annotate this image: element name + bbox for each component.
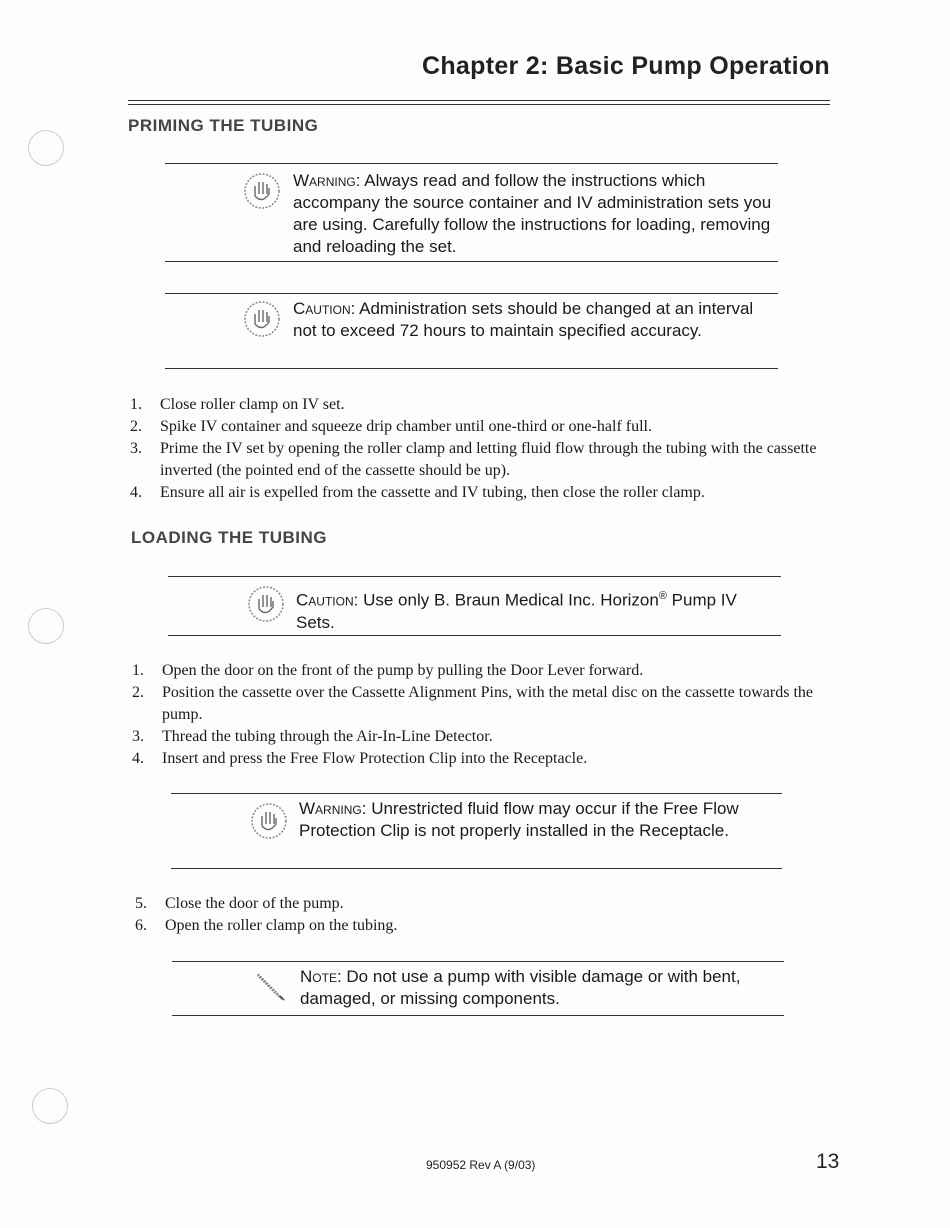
- caution-callout: [165, 293, 778, 369]
- caution-text: Administration sets should be changed at an interval not to exceed 72 hours to maintain specified accuracy.: [293, 299, 754, 340]
- caution-label: Caution:: [296, 590, 359, 610]
- punch-hole: [28, 608, 64, 644]
- priming-steps-list: [130, 394, 830, 504]
- note-label: Note:: [300, 967, 342, 986]
- caution-text: Use only B. Braun Medical Inc. Horizon: [363, 590, 659, 610]
- caution-callout: [168, 576, 781, 636]
- hand-stop-icon: [240, 170, 284, 217]
- punch-hole: [28, 130, 64, 166]
- section-heading-priming: PRIMING THE TUBING: [128, 116, 319, 135]
- warning-text: Always read and follow the instructions which accompany the source container and IV administration sets you are using. Carefully follow the instructions for loading, removing and reloading the set.: [293, 171, 772, 256]
- list-item: 2. Position the cassette over the Cassette Alignment Pins, with the metal disc on the cassette towards the pump.: [132, 684, 813, 723]
- loading-steps-list: [132, 660, 837, 770]
- pencil-icon: [254, 970, 288, 1009]
- note-text: Do not use a pump with visible damage or with bent, damaged, or missing components.: [300, 967, 741, 1008]
- warning-text: Unrestricted fluid flow may occur if the Free Flow Protection Clip is not properly installed in the Receptacle.: [299, 799, 739, 840]
- note-callout: [172, 961, 784, 1016]
- list-item: 1. Open the door on the front of the pump by pulling the Door Lever forward.: [132, 662, 644, 679]
- header-rule: [128, 100, 830, 105]
- list-item: 3. Prime the IV set by opening the roller clamp and letting fluid flow through the tubing with the cassette inverted (the pointed end of the cassette should be up).: [130, 440, 817, 479]
- punch-hole: [32, 1088, 68, 1124]
- list-item: 5. Close the door of the pump.: [135, 895, 344, 912]
- chapter-title: Chapter 2: Basic Pump Operation: [422, 52, 830, 80]
- caution-label: Caution:: [293, 299, 356, 318]
- hand-stop-icon: [240, 298, 284, 345]
- list-item: 1. Close roller clamp on IV set.: [130, 396, 345, 413]
- list-item: 4. Ensure all air is expelled from the cassette and IV tubing, then close the roller clamp.: [130, 484, 705, 501]
- list-item: 2. Spike IV container and squeeze drip chamber until one-third or one-half full.: [130, 418, 652, 435]
- caution-text-end: Pump IV Sets.: [296, 590, 737, 632]
- list-item: 3. Thread the tubing through the Air-In-Line Detector.: [132, 728, 493, 745]
- list-item: 4. Insert and press the Free Flow Protection Clip into the Receptacle.: [132, 750, 588, 767]
- hand-stop-icon: [244, 583, 288, 630]
- warning-label: Warning:: [299, 799, 367, 818]
- warning-label: Warning:: [293, 171, 361, 190]
- page-number: 13: [816, 1150, 840, 1173]
- loading-steps-list-continued: [135, 893, 735, 937]
- section-heading-loading: LOADING THE TUBING: [131, 528, 327, 547]
- warning-callout: [171, 793, 782, 869]
- registered-mark: ®: [658, 590, 667, 602]
- hand-stop-icon: [247, 800, 291, 847]
- warning-callout: [165, 163, 778, 262]
- list-item: 6. Open the roller clamp on the tubing.: [135, 917, 398, 934]
- document-code: 950952 Rev A (9/03): [426, 1158, 536, 1172]
